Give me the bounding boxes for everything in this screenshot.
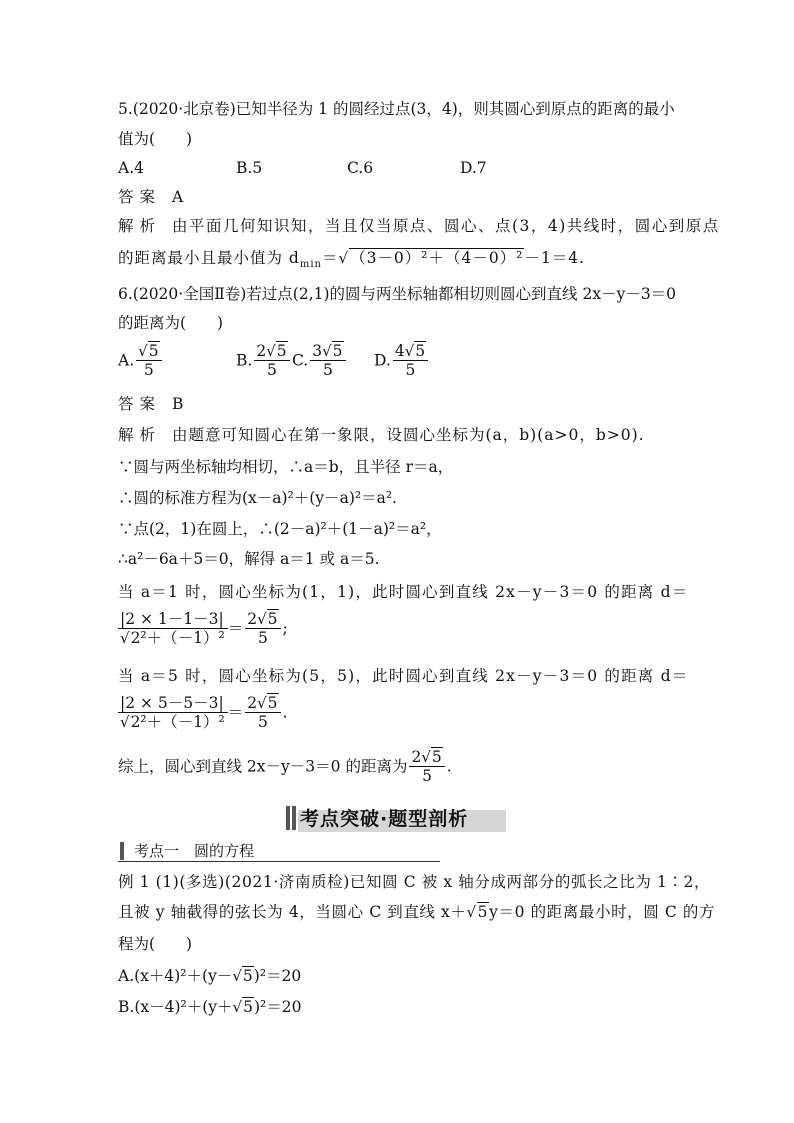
example-line3: 程为( ) xyxy=(118,935,193,953)
option-label: B. xyxy=(236,351,253,370)
answer-value: B xyxy=(171,395,184,413)
q5-stem-line1: 5.(2020·北京卷)已知半径为 1 的圆经过点(3，4)，则其圆心到原点的距离的最小 xyxy=(118,100,675,118)
answer-label: 答案 xyxy=(118,188,162,206)
radicand: （3－0）²＋（4－0）² xyxy=(350,249,524,267)
q6-option-a xyxy=(118,342,164,379)
equals-sign: ＝ xyxy=(321,249,339,267)
topic-underline xyxy=(118,861,440,862)
example-option-b: B.(x－4)²＋(y＋√5)²＝20 xyxy=(118,998,302,1016)
analysis-label: 解析 xyxy=(118,426,162,444)
example-line1: 例 1 (1)(多选)(2021·济南质检)已知圆 C 被 x 轴分成两部分的弧长之比为 1∶2， xyxy=(118,873,711,891)
q6-case-2-text: 当 a＝5 时，圆心坐标为(5，5)，此时圆心到直线 2x－y－3＝0 的距离 d＝ xyxy=(118,667,689,685)
q6-case-2-formula: $\frac{|2 \times 5-5-3|}{\text{√2²＋（－1）²}}$ ＝ $\frac{2√5}{5}$ . xyxy=(120,694,288,731)
q6-step-1: ∵圆与两坐标轴均相切，∴a＝b，且半径 r＝a， xyxy=(118,458,454,476)
q5-option-b: B.5 xyxy=(236,159,263,177)
fraction: $\frac{3√5}{5}$ xyxy=(310,342,345,379)
q5-answer xyxy=(118,187,183,207)
q6-option-c xyxy=(292,342,348,379)
option-label: C. xyxy=(292,351,309,370)
analysis-suffix: －1＝4. xyxy=(524,249,586,267)
banner-bar-icon xyxy=(286,806,290,830)
fraction: $\frac{2√5}{5}$ xyxy=(254,342,289,379)
section-banner xyxy=(286,804,506,832)
result-fraction: $\frac{2√5}{5}$ xyxy=(409,748,444,785)
q6-case-1-formula: $\frac{|2 \times 1-1-3|}{\text{√2²＋（－1）²}}$ ＝ $\frac{2√5}{5}$ ; xyxy=(120,610,288,647)
topic-header xyxy=(118,840,440,862)
q6-stem-line1: 6.(2020·全国Ⅱ卷)若过点(2,1)的圆与两坐标轴都相切则圆心到直线 2x－y－3＝0 xyxy=(118,285,677,303)
distance-fraction: $\frac{|2 \times 1-1-3|}{\text{√2²＋（－1）²}}$ xyxy=(118,610,228,647)
analysis-text: 由平面几何知识知，当且仅当原点、圆心、点(3，4)共线时，圆心到原点 xyxy=(171,217,720,235)
answer-value: A xyxy=(171,188,184,206)
q6-answer xyxy=(118,394,183,414)
answer-label: 答案 xyxy=(118,395,162,413)
analysis-label: 解析 xyxy=(118,217,162,235)
q5-analysis-line1 xyxy=(118,216,720,236)
option-label: D. xyxy=(374,351,391,370)
section-title: 考点突破·题型剖析 xyxy=(300,808,469,830)
analysis-text: 由题意可知圆心在第一象限，设圆心坐标为(a，b)(a>0，b>0). xyxy=(171,426,645,444)
q5-stem-line2: 值为( ) xyxy=(118,130,193,148)
analysis-prefix: 的距离最小且最小值为 d xyxy=(118,249,300,267)
example-line2: 且被 y 轴截得的弦长为 4，当圆心 C 到直线 x＋√5y＝0 的距离最小时，圆 C 的方 xyxy=(118,903,716,921)
q6-step-2: ∴圆的标准方程为(x－a)²＋(y－a)²＝a². xyxy=(118,489,397,507)
q5-analysis-line2 xyxy=(118,248,585,268)
q6-step-4: ∴a²－6a＋5＝0，解得 a＝1 或 a＝5. xyxy=(118,550,380,568)
distance-fraction: $\frac{|2 \times 5-5-3|}{\text{√2²＋（－1）²}}$ xyxy=(118,694,228,731)
fraction: $\frac{4√5}{5}$ xyxy=(393,342,428,379)
q6-analysis-line1 xyxy=(118,425,645,445)
result-fraction: $\frac{2√5}{5}$ xyxy=(245,610,280,647)
q6-option-b xyxy=(236,342,292,379)
q6-summary: 综上，圆心到直线 2x－y－3＝0 的距离为 $\frac{2√5}{5}$ . xyxy=(118,748,452,785)
sqrt-expression: √（3－0）²＋（4－0）² xyxy=(338,249,524,267)
q5-option-d: D.7 xyxy=(460,159,487,177)
q6-stem-line2: 的距离为( ) xyxy=(118,314,224,332)
banner-bar-icon xyxy=(292,806,296,830)
topic-title: 考点一 圆的方程 xyxy=(134,842,255,860)
result-fraction: $\frac{2√5}{5}$ xyxy=(245,694,280,731)
q6-step-3: ∵点(2，1)在圆上，∴(2－a)²＋(1－a)²＝a²， xyxy=(118,520,442,538)
example-option-a: A.(x＋4)²＋(y－√5)²＝20 xyxy=(118,967,302,985)
q6-option-d xyxy=(374,342,430,379)
topic-bar-icon xyxy=(120,842,124,860)
d-min-subscript: min xyxy=(299,259,322,270)
q5-option-a: A.4 xyxy=(118,159,144,177)
fraction: $\frac{√5}{5}$ xyxy=(136,342,161,379)
option-label: A. xyxy=(118,351,135,370)
q6-case-1-text: 当 a＝1 时，圆心坐标为(1，1)，此时圆心到直线 2x－y－3＝0 的距离 d＝ xyxy=(118,583,689,601)
q5-option-c: C.6 xyxy=(347,159,374,177)
